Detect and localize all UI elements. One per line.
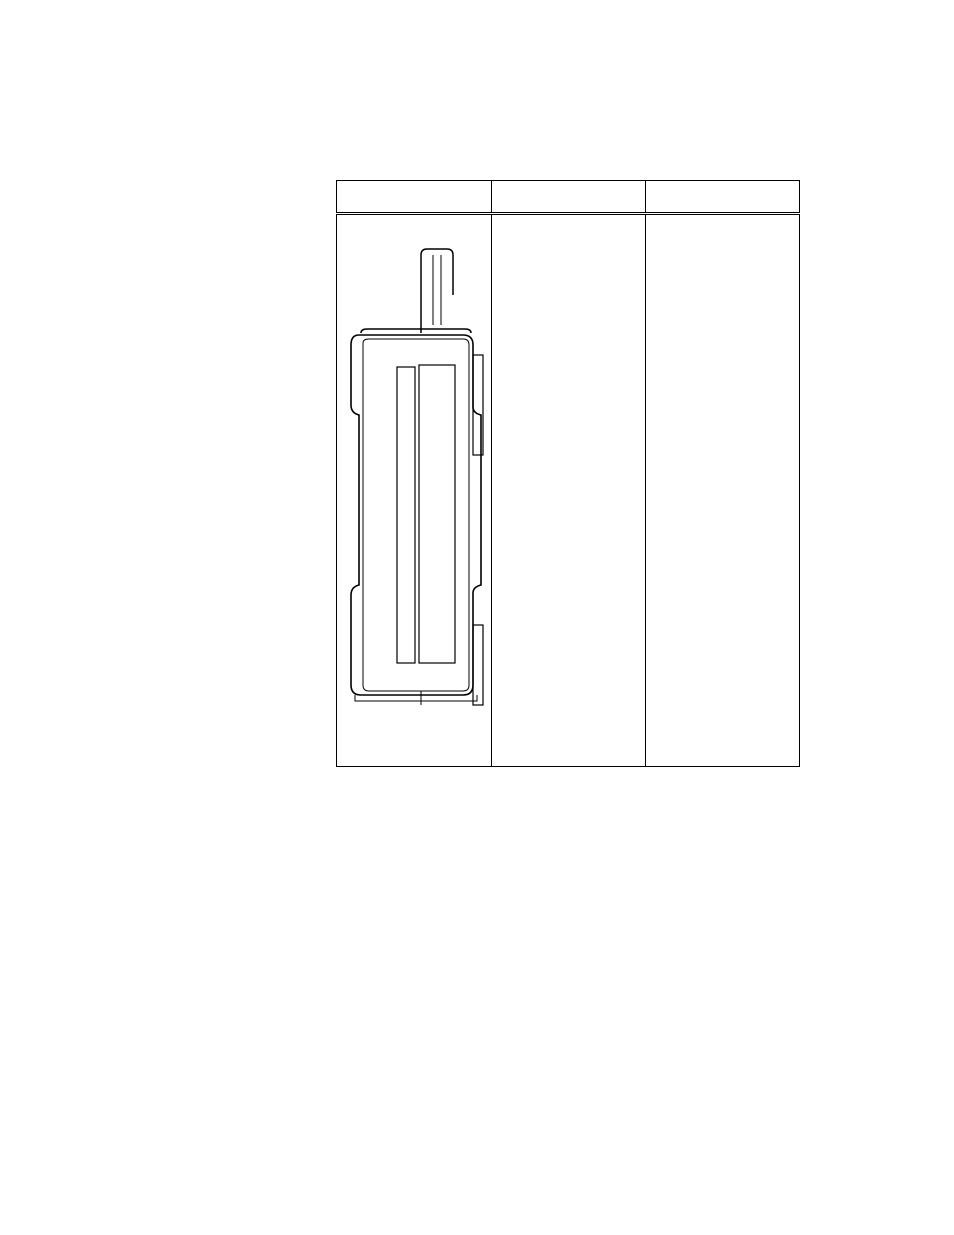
signal-cell (646, 214, 800, 767)
module-body (351, 335, 481, 695)
module-top-cap (361, 329, 471, 333)
side-rail-lower (473, 625, 483, 705)
module-inner-body (363, 339, 469, 691)
digital-terminal-table (336, 180, 800, 767)
module-cell (337, 214, 492, 767)
header-signal (646, 181, 800, 214)
module-bottom-edge (355, 695, 477, 701)
usb-module-diagram (337, 215, 491, 761)
cable-outline (421, 249, 453, 333)
table-row (337, 214, 800, 767)
terminal-label-strip (397, 367, 415, 663)
header-terminal (492, 181, 646, 214)
terminal-cell (492, 214, 646, 767)
header-module (337, 181, 492, 214)
table-header-row (337, 181, 800, 214)
terminal-block (419, 365, 455, 663)
table-caption (336, 153, 800, 167)
